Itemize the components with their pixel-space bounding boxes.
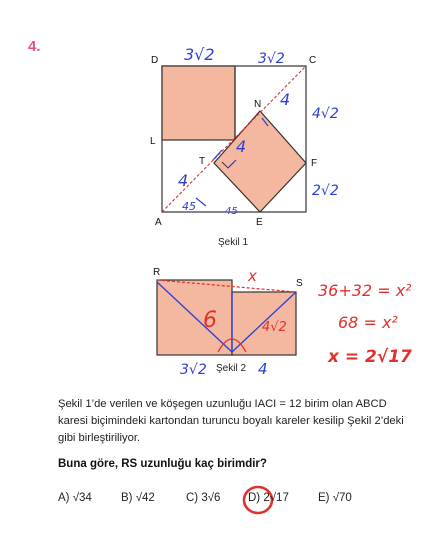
hand-center-four: 4 [236, 137, 247, 156]
option-d[interactable] [248, 492, 289, 504]
option-b[interactable] [121, 492, 155, 504]
option-d-letter: D) [248, 492, 261, 504]
side-work-line-2: 68 = x² [338, 313, 398, 332]
question-number: 4. [28, 38, 41, 55]
label-C: C [309, 55, 317, 66]
side-work [318, 281, 412, 367]
figure-1 [150, 45, 339, 248]
hand-bottom-mid: 45 [225, 206, 238, 217]
hand-fourroot: 4√2 [262, 320, 287, 335]
option-b-value: √42 [135, 492, 155, 504]
label-E: E [256, 217, 263, 228]
option-c-letter: C) [186, 492, 199, 504]
option-a[interactable] [58, 492, 92, 504]
side-work-line-1: 36+32 = x² [318, 281, 412, 300]
label-A: A [155, 217, 162, 228]
caption-figure-2: Şekil 2 [216, 363, 247, 374]
hand-top-left: 3√2 [184, 45, 215, 64]
question-text [58, 396, 408, 447]
figure-2 [153, 267, 303, 378]
option-e-letter: E) [318, 492, 330, 504]
label-D: D [151, 55, 159, 66]
hand-bottom-left: 3√2 [180, 362, 207, 378]
label-T: T [199, 156, 206, 167]
option-c-value: 3√6 [201, 492, 221, 504]
label-R: R [153, 267, 161, 278]
hand-bottom-right: 4 [258, 360, 268, 378]
orange-square-top-left [162, 66, 235, 140]
hand-right-lower: 2√2 [312, 183, 339, 199]
option-b-letter: B) [121, 492, 133, 504]
hand-right-upper: 4√2 [312, 106, 339, 122]
option-a-letter: A) [58, 492, 70, 504]
option-a-value: √34 [72, 492, 92, 504]
option-d-value: 2√17 [263, 492, 289, 504]
label-S: S [296, 278, 303, 289]
hand-top-right: 3√2 [258, 51, 285, 67]
label-F: F [311, 158, 318, 169]
side-work-line-3: x = 2√17 [328, 347, 412, 367]
option-c[interactable] [186, 492, 220, 504]
hand-left-four: 4 [178, 171, 189, 190]
hand-bottom-left: 45 [182, 200, 196, 213]
hand-x: x [248, 267, 257, 285]
option-e[interactable] [318, 492, 352, 504]
hand-six: 6 [203, 308, 217, 333]
hand-n-four: 4 [280, 90, 291, 109]
label-N: N [254, 99, 262, 110]
caption-figure-1: Şekil 1 [218, 237, 249, 248]
question-body: Şekil 1’de verilen ve köşegen uzunluğu IACI = 12 birim olan ABCD karesi biçimindeki kartondan turuncu boyalı kareler kesilip Şekil 2’deki gibi birleştiriliyor. [58, 398, 404, 444]
label-L: L [150, 136, 156, 147]
question-prompt: Buna göre, RS uzunluğu kaç birimdir? [58, 458, 267, 470]
option-e-value: √70 [332, 492, 352, 504]
